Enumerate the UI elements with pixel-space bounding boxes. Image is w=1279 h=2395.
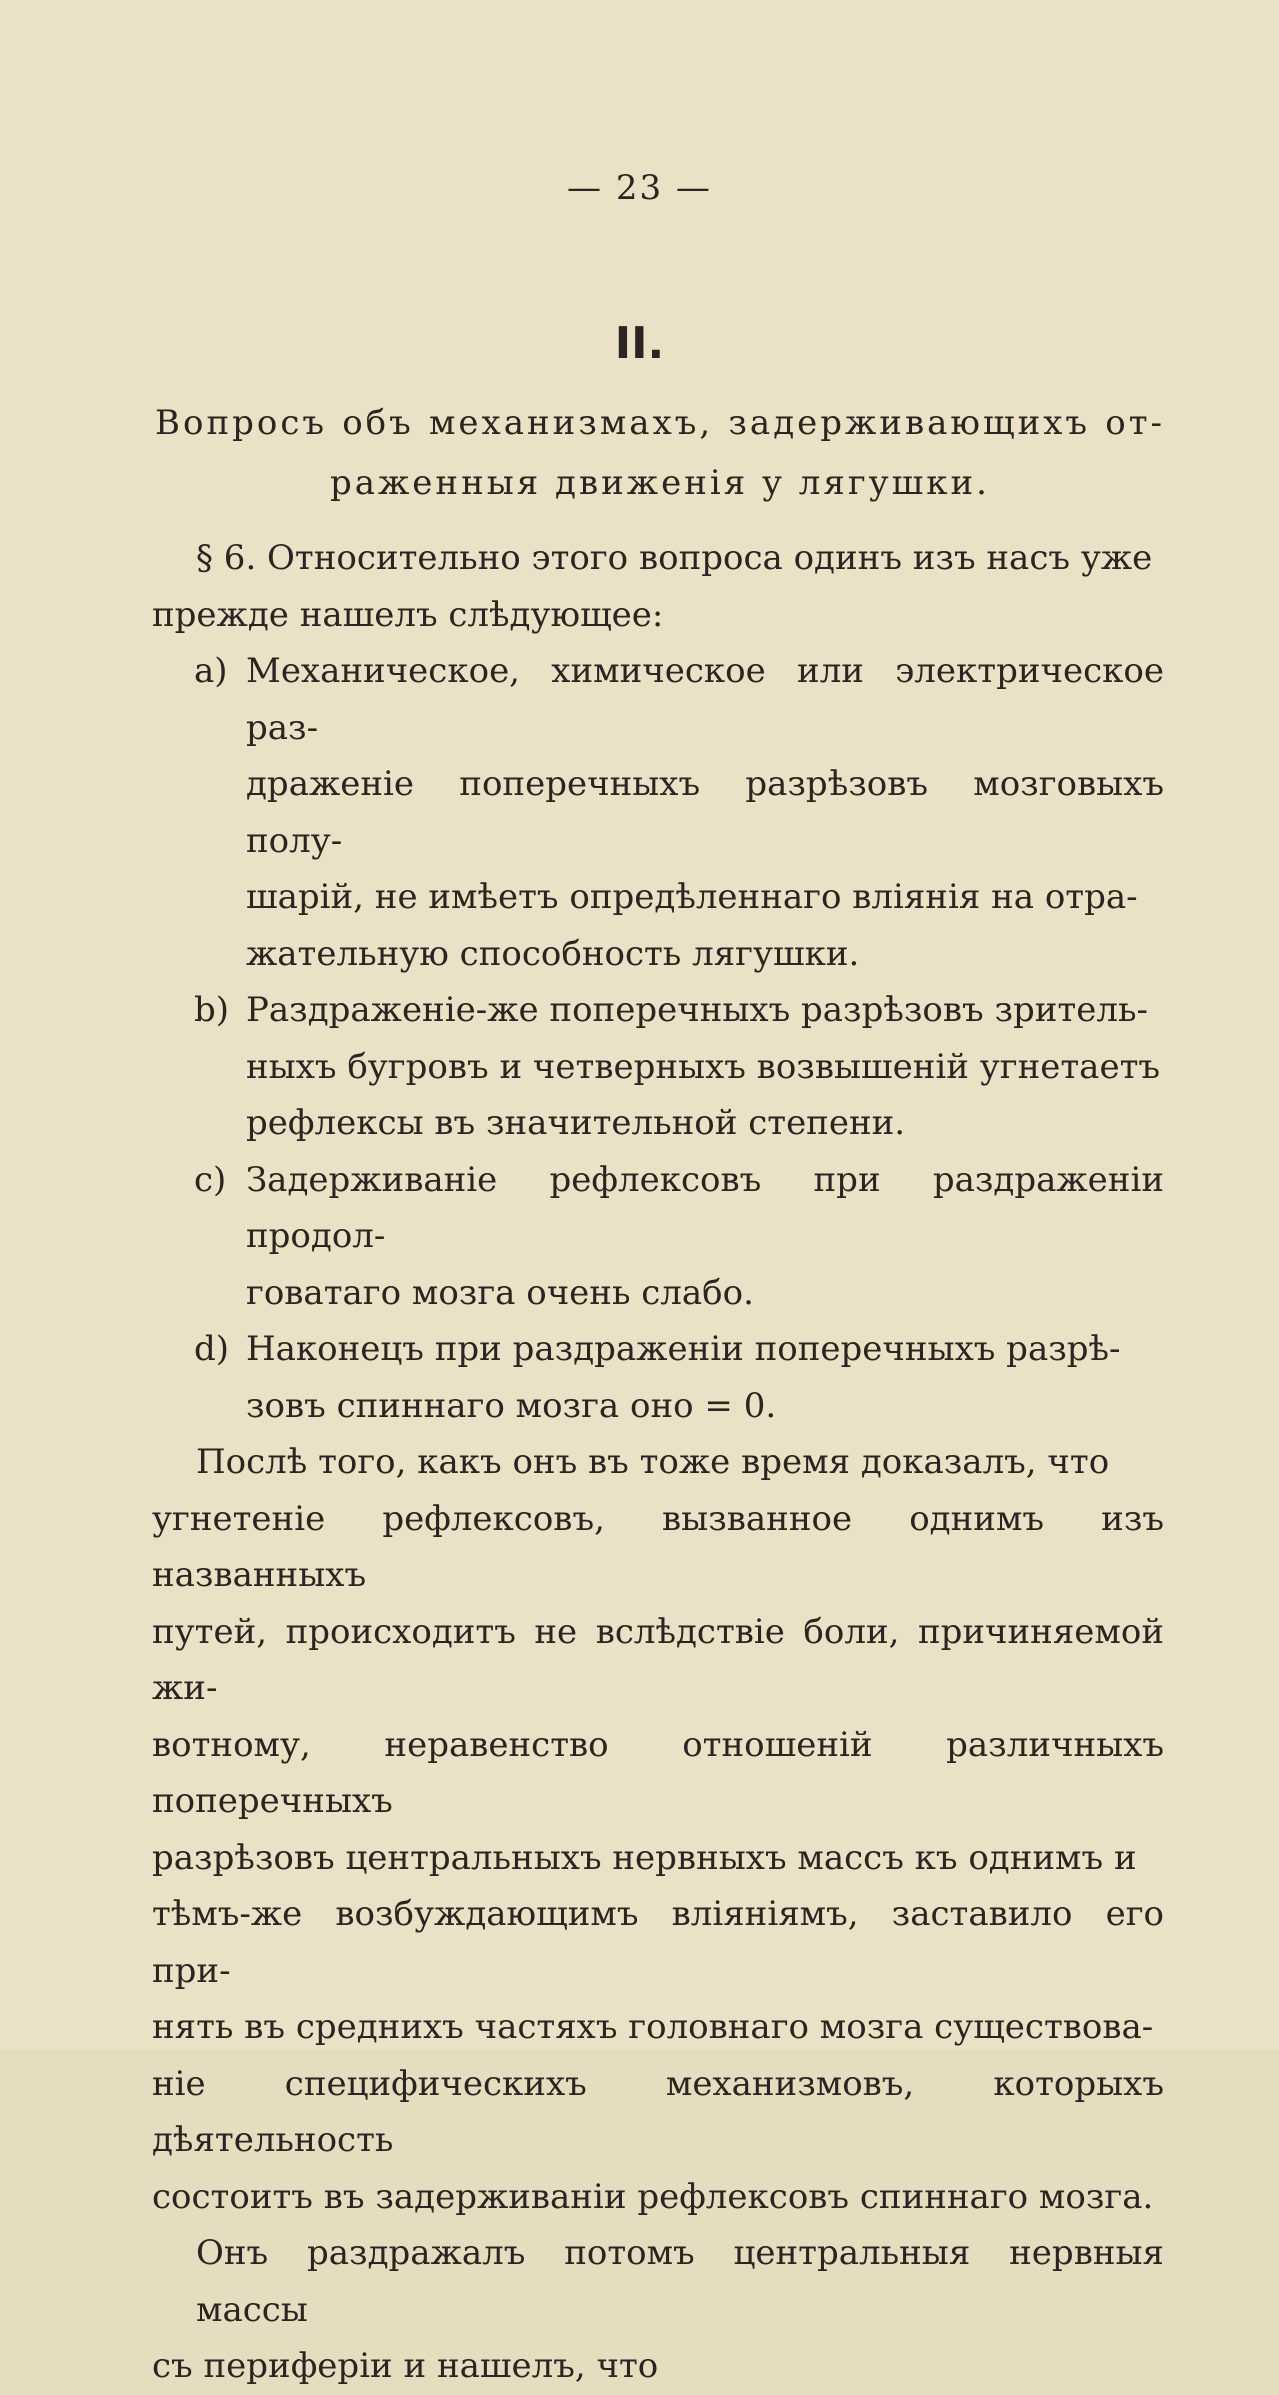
- text-line: Механическое, химическое или электрическое раз-: [246, 651, 1164, 748]
- text-line: путей, происходитъ не вслѣдствіе боли, причиняемой жи-: [152, 1611, 1164, 1708]
- list-marker: c): [194, 1159, 227, 1200]
- list-item-text: [246, 643, 1164, 982]
- text-line: ніе специфическихъ механизмовъ, которыхъ дѣятельность: [152, 2063, 1164, 2160]
- list-marker: b): [194, 990, 230, 1030]
- text-line: разрѣзовъ центральныхъ нервныхъ массъ къ однимъ и: [152, 1837, 1137, 1878]
- text-line: вотному, неравенство отношеній различныхъ поперечныхъ: [152, 1724, 1164, 1821]
- text-line: зовъ спиннаго мозга оно = 0.: [246, 1385, 777, 1426]
- text-line: нять въ среднихъ частяхъ головнаго мозга существова-: [152, 2007, 1154, 2047]
- paragraph-1: [152, 1434, 1164, 2225]
- text-line: драженіе поперечныхъ разрѣзовъ мозговыхъ полу-: [246, 764, 1164, 861]
- list-marker: a): [194, 651, 228, 691]
- list-item-text: [246, 982, 1164, 1152]
- text-line: состоитъ въ задерживаніи рефлексовъ спиннаго мозга.: [152, 2176, 1154, 2217]
- text-line: Послѣ того, какъ онъ въ тоже время доказалъ, что: [196, 1442, 1110, 1482]
- list-marker: d): [194, 1329, 230, 1369]
- intro-paragraph: [152, 530, 1164, 643]
- list-item-b: [152, 982, 1164, 1152]
- text-line: тѣмъ-же возбуждающимъ вліяніямъ, заставило его при-: [152, 1894, 1164, 1991]
- text-line: Онъ раздражалъ потомъ центральныя нервныя массы: [196, 2233, 1164, 2330]
- text-line: шарій, не имѣетъ опредѣленнаго вліянія на отра-: [246, 877, 1138, 917]
- text-line: Наконецъ при раздраженіи поперечныхъ разрѣ-: [246, 1329, 1121, 1369]
- list-item-a: [152, 643, 1164, 982]
- body-text: [152, 530, 1164, 2395]
- text-line: прежде нашелъ слѣдующее:: [152, 594, 664, 635]
- section-heading-line-1: Вопросъ объ механизмахъ, задерживающихъ от-: [155, 403, 1165, 443]
- text-line: угнетеніе рефлексовъ, вызванное однимъ изъ названныхъ: [152, 1498, 1164, 1595]
- list-item-d: [152, 1321, 1164, 1434]
- paragraph-2: [152, 2225, 1164, 2395]
- section-heading-line-2: раженныя движенія у лягушки.: [329, 463, 990, 503]
- list-item-text: [246, 1321, 1164, 1434]
- text-line: жательную способность лягушки.: [246, 933, 860, 974]
- text-line: Задерживаніе рефлексовъ при раздраженіи продол-: [246, 1159, 1164, 1256]
- text-line: § 6. Относительно этого вопроса одинъ изъ насъ уже: [196, 538, 1153, 578]
- text-line: съ периферіи и нашелъ, что: [152, 2346, 659, 2386]
- text-line: Раздраженіе-же поперечныхъ разрѣзовъ зритель-: [246, 990, 1148, 1030]
- list-item-c: [152, 1152, 1164, 1322]
- page-number: — 23 —: [567, 168, 712, 208]
- text-line: рефлексы въ значительной степени.: [246, 1103, 906, 1143]
- text-line: говатаго мозга очень слабо.: [246, 1272, 754, 1313]
- list-item-text: [246, 1152, 1164, 1322]
- section-number: II.: [614, 318, 665, 369]
- text-line: ныхъ бугровъ и четверныхъ возвышеній угнетаетъ: [246, 1046, 1161, 1087]
